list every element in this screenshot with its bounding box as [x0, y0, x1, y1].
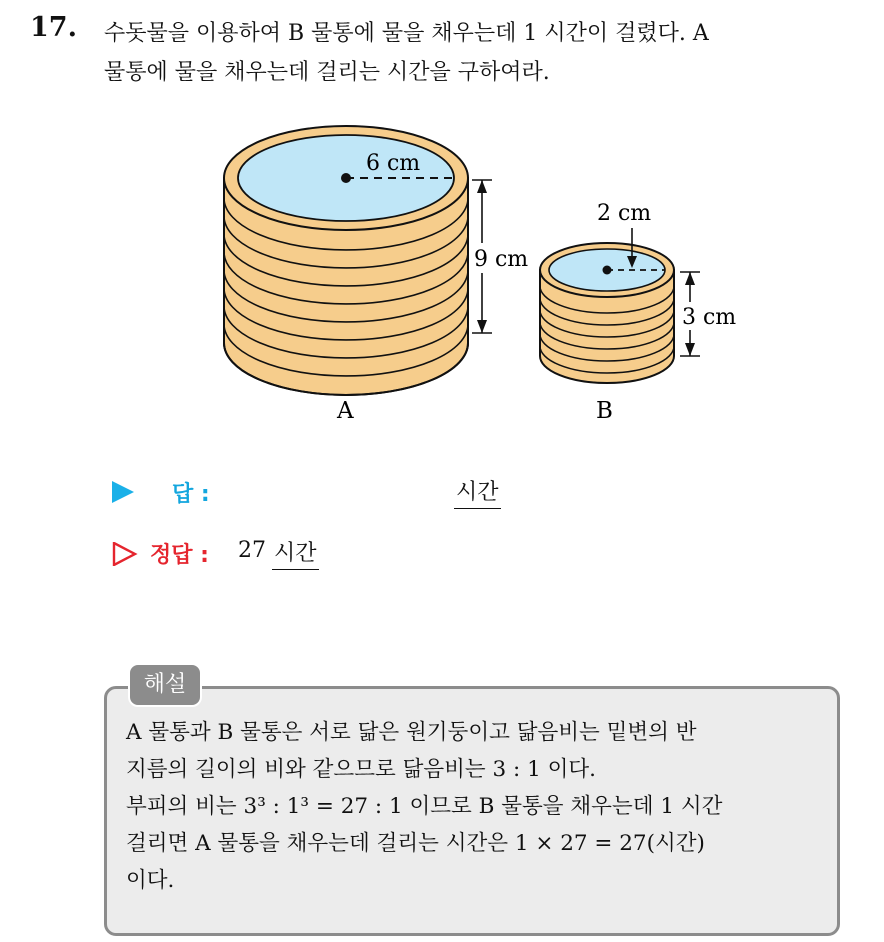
b-radius-label: 2 cm — [597, 201, 652, 226]
solution-label: 정답 : — [150, 543, 209, 568]
a-radius-label: 6 cm — [366, 151, 421, 176]
explanation-line: 이다. — [126, 868, 175, 893]
solution-row — [112, 536, 532, 572]
answer-unit: 시간 — [454, 475, 501, 509]
explanation-text — [126, 714, 832, 899]
explanation-line: 지름의 길이의 비와 같으므로 닮음비는 3 : 1 이다. — [126, 757, 596, 782]
question-line-2: 물통에 물을 채우는데 걸리는 시간을 구하여라. — [104, 60, 550, 85]
solution-value: 27 — [238, 538, 266, 563]
a-height-label: 9 cm — [474, 247, 529, 272]
explanation-tag: 해설 — [128, 663, 202, 707]
b-name-label: B — [596, 398, 613, 424]
b-height-label: 3 cm — [682, 305, 737, 330]
explanation-line: 부피의 비는 3³ : 1³ = 27 : 1 이므로 B 물통을 채우는데 1 시간 — [126, 794, 723, 819]
filled-triangle-icon — [112, 481, 134, 503]
a-name-label: A — [337, 398, 354, 424]
question-number: 17. — [30, 12, 77, 43]
cylinders-figure — [0, 0, 884, 460]
answer-label: 답 : — [172, 482, 210, 507]
outline-triangle-icon — [112, 542, 138, 566]
question-line-1: 수돗물을 이용하여 B 물통에 물을 채우는데 1 시간이 걸렸다. A — [104, 21, 709, 46]
explanation-line: 걸리면 A 물통을 채우는데 걸리는 시간은 1 × 27 = 27(시간) — [126, 831, 705, 856]
explanation-line: A 물통과 B 물통은 서로 닮은 원기둥이고 닮음비는 밑변의 반 — [126, 720, 697, 745]
answer-row — [112, 475, 532, 511]
solution-unit: 시간 — [272, 536, 319, 570]
